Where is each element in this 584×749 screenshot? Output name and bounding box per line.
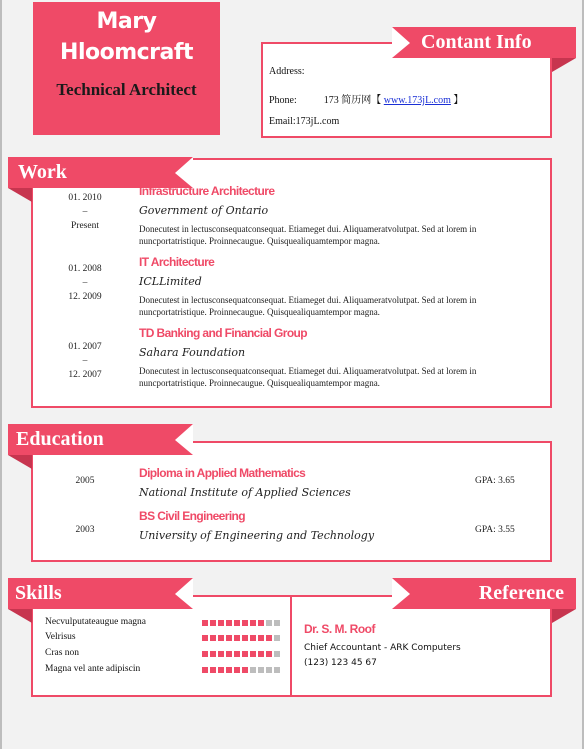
reference-name: Dr. S. M. Roof [304, 622, 375, 636]
job-1-desc: Donecutest in lectusconsequatconsequat. Etiameget dui. Aliquameratvolutpat. Sed at lorem in nuncportatristique. Proinnecaugue. Quisquealiquamtempor magna. [139, 224, 477, 246]
name-block [33, 2, 220, 135]
rating-dot-empty [258, 667, 264, 673]
contact-ribbon-fold [552, 58, 576, 72]
rating-dot-empty [250, 667, 256, 673]
rating-dot-filled [202, 667, 208, 673]
rating-dot-filled [202, 620, 208, 626]
rating-dot-empty [274, 651, 280, 657]
rating-dot-filled [202, 635, 208, 641]
job-2-title: IT Architecture [139, 255, 215, 269]
contact-phone-label: Phone: [269, 95, 297, 106]
rating-dot-filled [226, 635, 232, 641]
reference-ribbon-fold [552, 609, 576, 623]
job-2-end: 12. 2009 [68, 292, 102, 302]
job-3-end: 12. 2007 [68, 370, 102, 380]
skills-ribbon-notch [175, 578, 193, 609]
rating-dot-filled [266, 651, 272, 657]
rating-dot-filled [218, 651, 224, 657]
rating-dot-filled [234, 620, 240, 626]
rating-dot-filled [218, 620, 224, 626]
job-1-title: Infrastructure Architecture [139, 184, 275, 198]
rating-dot-filled [242, 620, 248, 626]
job-2-dates [55, 264, 115, 302]
rating-dot-filled [234, 635, 240, 641]
job-3-desc: Donecutest in lectusconsequatconsequat. Etiameget dui. Aliquameratvolutpat. Sed at lorem in nuncportatristique. Proinnecaugue. Quisquealiquamtempor magna. [139, 366, 477, 388]
job-3-dates [55, 342, 115, 380]
contact-phone-row [269, 91, 463, 106]
rating-dot-filled [226, 667, 232, 673]
edu-2-school: University of Engineering and Technology [139, 529, 375, 542]
edu-2-title: BS Civil Engineering [139, 509, 246, 523]
rating-dot-filled [266, 635, 272, 641]
rating-dot-filled [218, 635, 224, 641]
rating-dot-filled [210, 635, 216, 641]
rating-dot-filled [210, 667, 216, 673]
rating-dot-empty [274, 667, 280, 673]
edu-1-gpa: GPA: 3.65 [475, 476, 515, 486]
rating-dot-filled [226, 651, 232, 657]
skill-3-rating [202, 651, 280, 657]
contact-address-label: Address: [269, 66, 305, 77]
edu-2-gpa: GPA: 3.55 [475, 525, 515, 535]
first-name: Mary [96, 9, 157, 34]
job-1-dates [55, 193, 115, 231]
rating-dot-filled [234, 667, 240, 673]
reference-role: Chief Accountant - ARK Computers [304, 643, 461, 653]
rating-dot-empty [274, 620, 280, 626]
skill-4-label: Magna vel ante adipiscin [45, 664, 141, 674]
contact-phone-prefix: 173 简历网【 [323, 95, 382, 106]
section-divider [290, 596, 292, 696]
rating-dot-empty [266, 667, 272, 673]
job-2-start: 01. 2008 [68, 264, 102, 274]
rating-dot-filled [202, 651, 208, 657]
work-heading: Work [8, 157, 193, 188]
skills-ribbon-fold [8, 609, 32, 623]
rating-dot-empty [266, 620, 272, 626]
skill-1-rating [202, 620, 280, 626]
contact-phone-suffix: 】 [453, 95, 464, 106]
skill-3-label: Cras non [45, 648, 80, 658]
rating-dot-filled [242, 667, 248, 673]
skill-1-label: Necvulputateaugue magna [45, 617, 147, 627]
rating-dot-filled [226, 620, 232, 626]
work-ribbon-fold [8, 188, 32, 202]
rating-dot-filled [210, 620, 216, 626]
skill-2-rating [202, 635, 280, 641]
rating-dot-filled [250, 620, 256, 626]
rating-dot-filled [250, 651, 256, 657]
job-3-title: TD Banking and Financial Group [139, 326, 308, 340]
contact-ribbon-notch [392, 27, 410, 58]
reference-heading: Reference [392, 578, 576, 609]
job-3-start: 01. 2007 [68, 342, 102, 352]
rating-dot-filled [258, 620, 264, 626]
education-section [31, 441, 552, 562]
job-1-dash: – [82, 207, 88, 217]
reference-phone: (123) 123 45 67 [304, 658, 377, 668]
rating-dot-filled [258, 635, 264, 641]
edu-1-title: Diploma in Applied Mathematics [139, 466, 306, 480]
last-name: Hloomcraft [60, 40, 193, 65]
job-1-org: Government of Ontario [139, 204, 269, 217]
contact-email: Email:173jL.com [269, 116, 340, 127]
full-name [33, 6, 220, 68]
job-2-org: ICLLimited [139, 275, 202, 288]
education-ribbon-notch [175, 424, 193, 455]
rating-dot-filled [234, 651, 240, 657]
rating-dot-filled [210, 651, 216, 657]
job-2-desc: Donecutest in lectusconsequatconsequat. Etiameget dui. Aliquameratvolutpat. Sed at lorem in nuncportatristique. Proinnecaugue. Quisquealiquamtempor magna. [139, 295, 477, 317]
rating-dot-empty [274, 635, 280, 641]
contact-website-link[interactable]: www.173jL.com [383, 95, 451, 106]
reference-ribbon-notch [392, 578, 410, 609]
rating-dot-filled [218, 667, 224, 673]
edu-1-school: National Institute of Applied Sciences [139, 486, 351, 499]
edu-1-year: 2005 [75, 476, 95, 486]
contact-heading: Contant Info [392, 27, 576, 58]
edu-2-year: 2003 [75, 525, 95, 535]
job-3-dash: – [82, 356, 88, 366]
rating-dot-filled [250, 635, 256, 641]
skill-2-label: Velrisus [45, 632, 76, 642]
job-3-org: Sahara Foundation [139, 346, 246, 359]
skill-4-rating [202, 667, 280, 673]
job-1-start: 01. 2010 [68, 193, 102, 203]
rating-dot-filled [258, 651, 264, 657]
rating-dot-filled [242, 651, 248, 657]
job-title: Technical Architect [56, 80, 197, 99]
education-ribbon-fold [8, 455, 32, 469]
job-2-dash: – [82, 278, 88, 288]
job-1-end: Present [71, 221, 99, 231]
rating-dot-filled [242, 635, 248, 641]
education-heading: Education [8, 424, 193, 455]
skills-heading: Skills [8, 578, 193, 609]
